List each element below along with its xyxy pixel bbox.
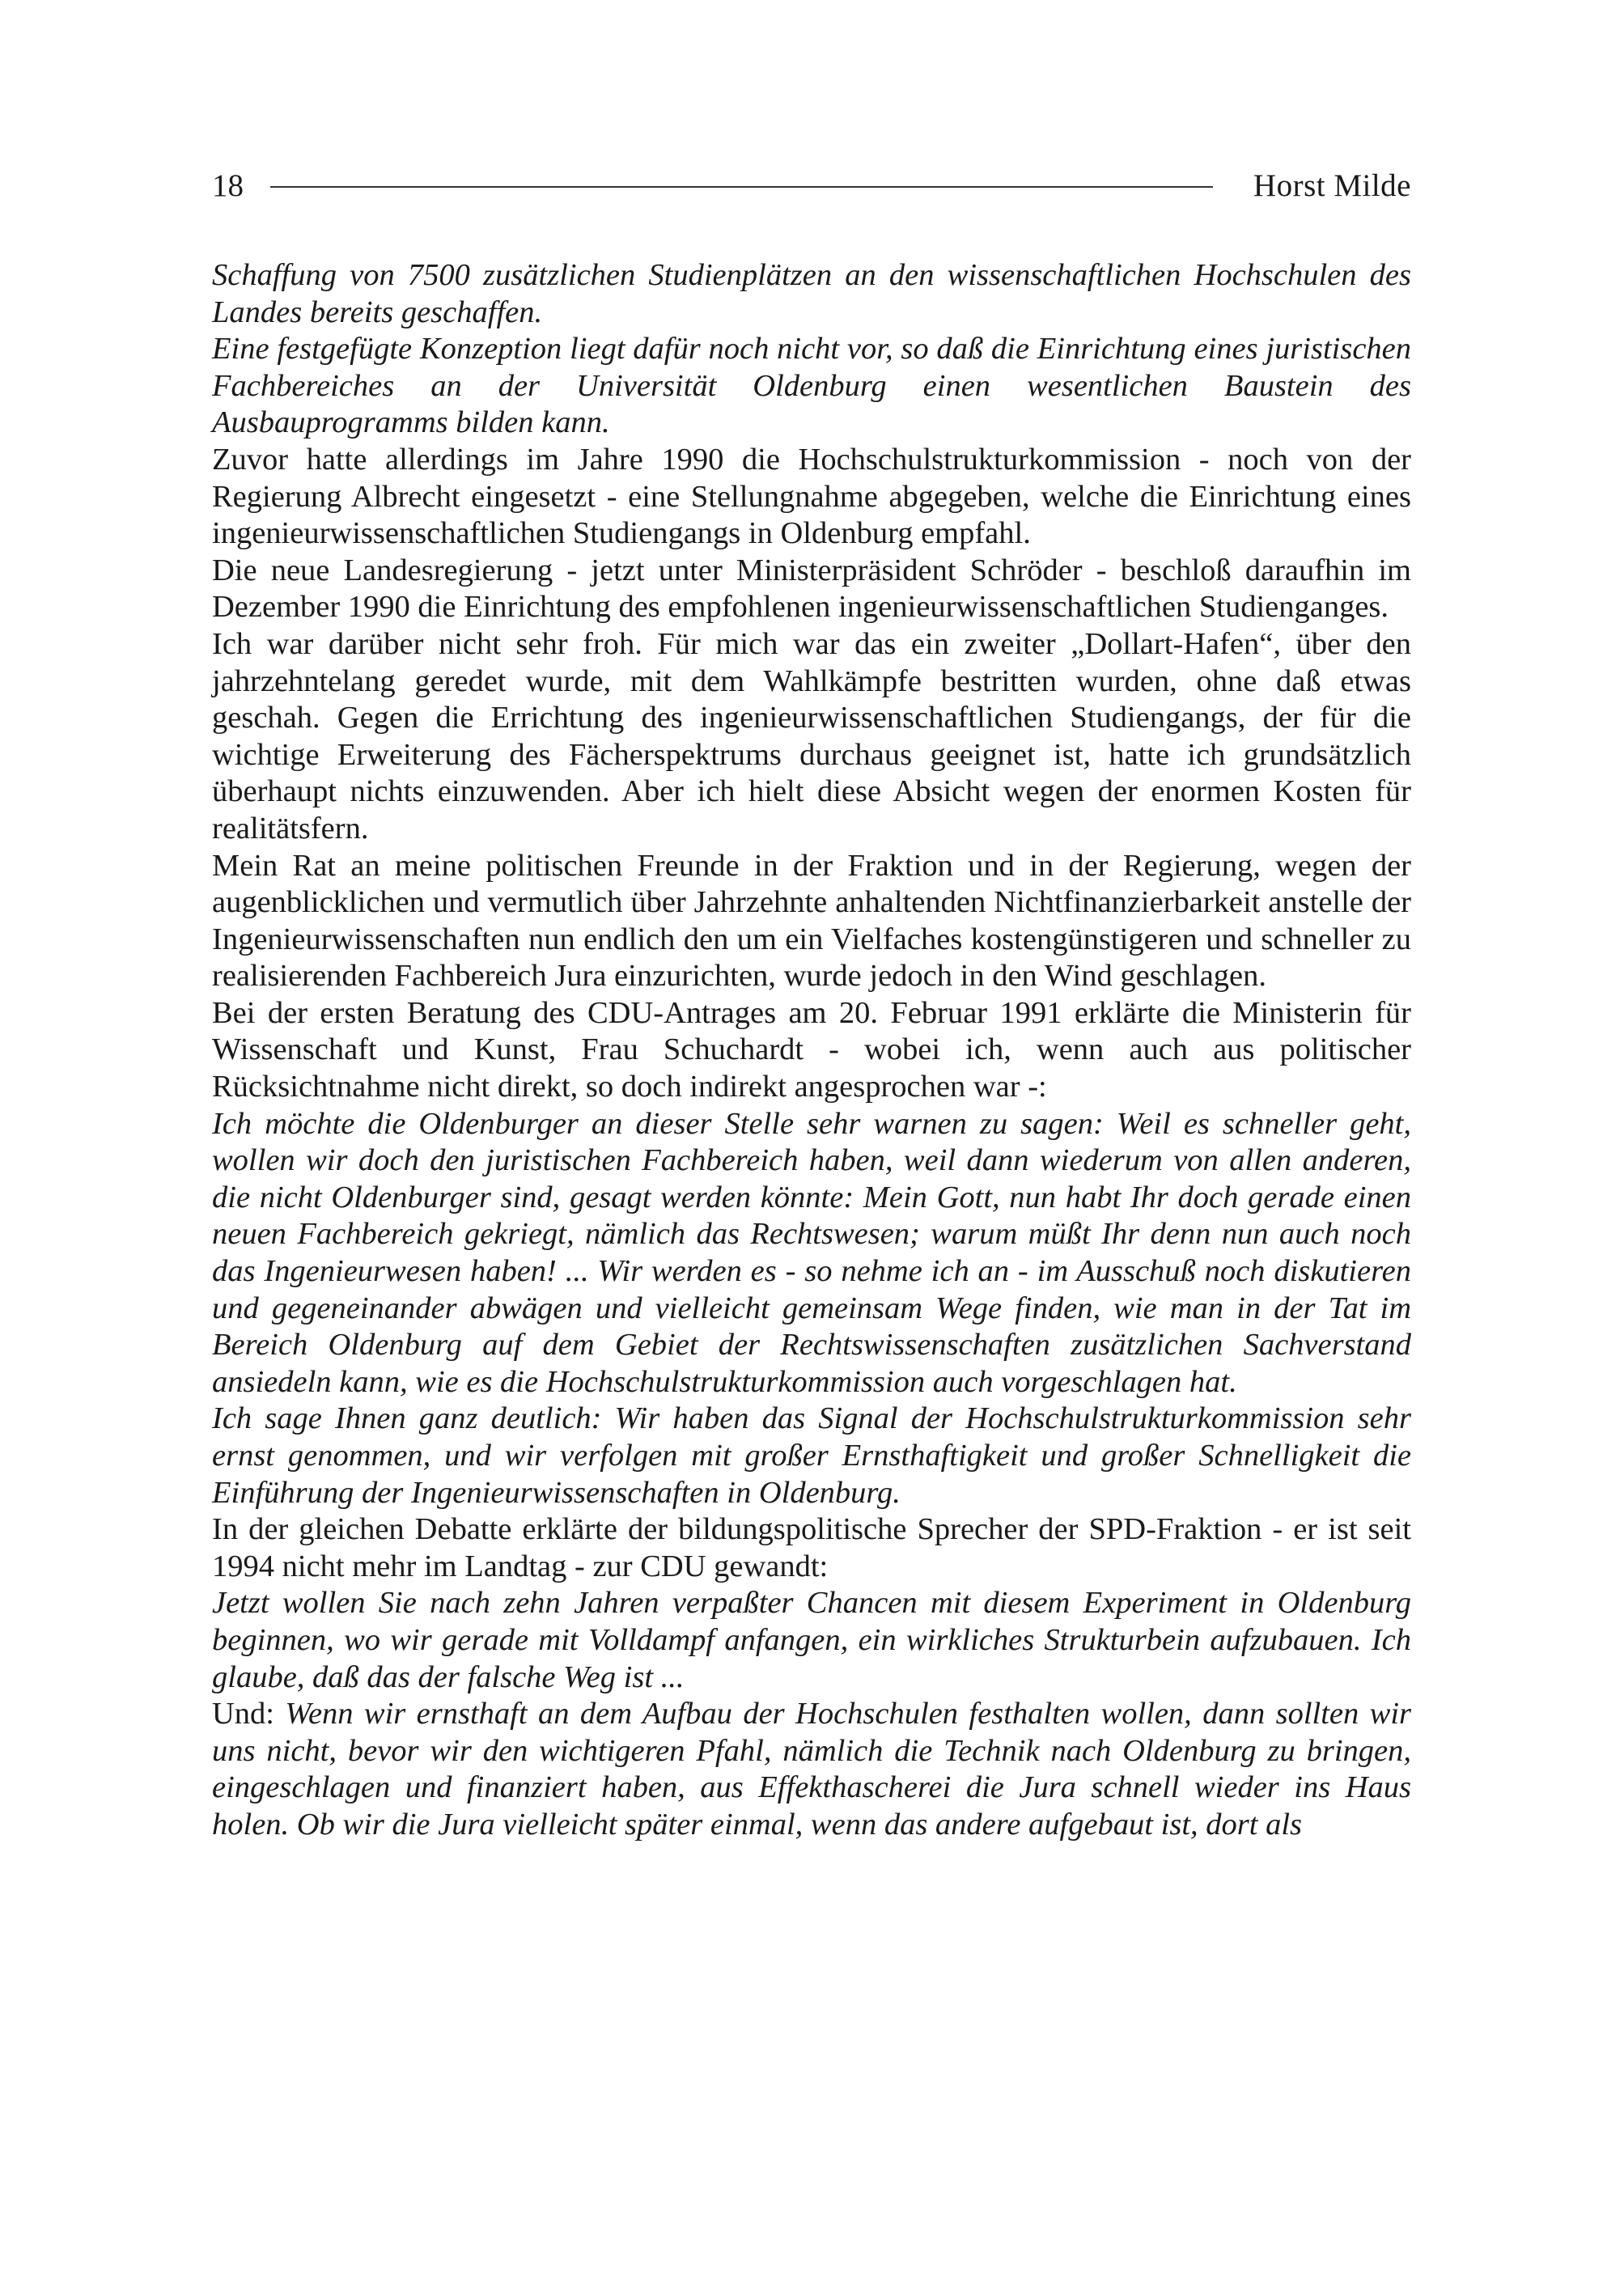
paragraph-quote-2: Eine festgefügte Konzeption liegt dafür noch nicht vor, so daß die Einrichtung eines juristischen Fachbereiches an der Universität Oldenburg einen wesentlichen Baustein des Ausbauprogramms bilden kann.: [212, 332, 1411, 440]
paragraph-quote-1: Schaffung von 7500 zusätzlichen Studienplätzen an den wissenschaftlichen Hochschulen des Landes bereits geschaffen.: [212, 258, 1411, 329]
running-head-author: Horst Milde: [1253, 168, 1411, 203]
paragraph-7-quote: Wenn wir ernsthaft an dem Aufbau der Hochschulen festhalten wollen, dann sollten wir uns nicht, bevor wir den wichtigeren Pfahl, nämlich die Technik nach Oldenburg zu bringen, eingeschlagen und finanziert haben, aus Effekthascherei die Jura schnell wieder ins Haus holen. Ob wir die Jura vielleicht später einmal, wenn das andere aufgebaut ist, dort als: [212, 1697, 1412, 1842]
paragraph-5: Bei der ersten Beratung des CDU-Antrages am 20. Februar 1991 erklärte die Ministerin für Wissenschaft und Kunst, Frau Schuchardt - wobei ich, wenn auch aus politischer Rücksichtnahme nicht direkt, so doch indirekt angesprochen war -:: [212, 995, 1411, 1104]
paragraph-quote-4: Ich sage Ihnen ganz deutlich: Wir haben das Signal der Hochschulstrukturkommission sehr ernst genommen, und wir verfolgen mit großer Ernsthaftigkeit und großer Schnelligkeit die Einführung der Ingenieurwissenschaften in Oldenburg.: [212, 1401, 1411, 1510]
page-number: 18: [212, 168, 244, 203]
paragraph-6: In der gleichen Debatte erklärte der bildungspolitische Sprecher der SPD-Fraktion - er ist seit 1994 nicht mehr im Landtag - zur CDU gewandt:: [212, 1512, 1411, 1583]
paragraph-2: Die neue Landesregierung - jetzt unter Ministerpräsident Schröder - beschloß daraufhin im Dezember 1990 die Einrichtung des empfohlenen ingenieurwissenschaftlichen Studienganges.: [212, 553, 1411, 625]
paragraph-quote-5: Jetzt wollen Sie nach zehn Jahren verpaßter Chancen mit diesem Experiment in Oldenburg beginnen, wo wir gerade mit Volldampf anfangen, ein wirkliches Strukturbein aufzubauen. Ich glaube, daß das der falsche Weg ist ...: [212, 1586, 1411, 1694]
paragraph-7: [212, 1696, 1411, 1843]
header-rule: [270, 186, 1213, 188]
paragraph-3: Ich war darüber nicht sehr froh. Für mich war das ein zweiter „Dollart-Hafen“, über den jahrzehntelang geredet wurde, mit dem Wahlkämpfe bestritten wurden, ohne daß etwas geschah. Gegen die Errichtung des ingenieurwissenschaftlichen Studiengangs, der für die wichtige Erweiterung des Fächerspektrums durchaus geeignet ist, hatte ich grundsätzlich überhaupt nichts einzuwenden. Aber ich hielt diese Absicht wegen der enormen Kosten für realitätsfern.: [212, 626, 1411, 846]
paragraph-4: Mein Rat an meine politischen Freunde in der Fraktion und in der Regierung, wegen der augenblicklichen und vermutlich über Jahrzehnte anhaltenden Nichtfinanzierbarkeit anstelle der Ingenieurwissenschaften nun endlich den um ein Vielfaches kostengünstigeren und schneller zu realisierenden Fachbereich Jura einzurichten, wurde jedoch in den Wind geschlagen.: [212, 848, 1411, 994]
page-header: [212, 162, 1411, 210]
paragraph-quote-3: Ich möchte die Oldenburger an dieser Stelle sehr warnen zu sagen: Weil es schneller geht, wollen wir doch den juristischen Fachbereich haben, weil dann wiederum von allen anderen, die nicht Oldenburger sind, gesagt werden könnte: Mein Gott, nun habt Ihr doch gerade einen neuen Fachbereich gekriegt, nämlich das Rechtswesen; warum müßt Ihr denn nun auch noch das Ingenieurwesen haben! ... Wir werden es - so nehme ich an - im Ausschuß noch diskutieren und gegeneinander abwägen und vielleicht gemeinsam Wege finden, wie man in der Tat im Bereich Oldenburg auf dem Gebiet der Rechtswissenschaften zusätzlichen Sachverstand ansiedeln kann, wie es die Hochschulstrukturkommission auch vorgeschlagen hat.: [212, 1106, 1411, 1399]
body-text: [212, 257, 1411, 1844]
paragraph-7-lead: Und:: [212, 1697, 286, 1731]
paragraph-1: Zuvor hatte allerdings im Jahre 1990 die Hochschulstrukturkommission - noch von der Regierung Albrecht eingesetzt - eine Stellungnahme abgegeben, welche die Einrichtung eines ingenieurwissenschaftlichen Studiengangs in Oldenburg empfahl.: [212, 442, 1411, 551]
